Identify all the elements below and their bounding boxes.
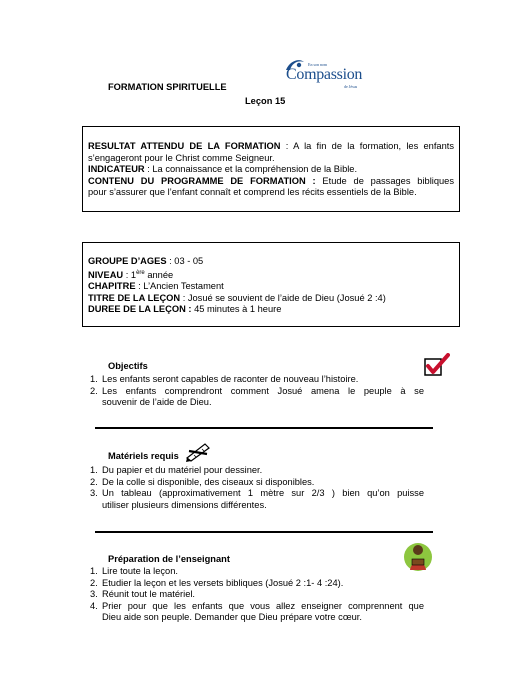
section-divider — [95, 531, 433, 533]
item-number: 1. — [90, 566, 98, 576]
item-text: Les enfants seront capables de raconter de nouveau l’histoire. — [102, 374, 359, 384]
section-divider — [95, 427, 433, 429]
objectives-list — [90, 374, 424, 409]
logo-subline: de Jésus — [344, 84, 358, 89]
chapter-label: CHAPITRE — [88, 281, 136, 292]
outcome-label: RESULTAT ATTENDU DE LA FORMATION — [88, 141, 281, 151]
item-number: 2. — [90, 476, 98, 487]
level-suffix: année — [144, 269, 174, 280]
chapter-value: : L’Ancien Testament — [135, 281, 224, 292]
item-text: Un tableau (approximativement 1 mètre sur 2/3 ) bien qu’on puisse — [102, 488, 424, 498]
lesson-title-value: : Josué se souvient de l’aide de Dieu (Josué 2 :4) — [180, 292, 386, 303]
level-line — [88, 268, 454, 282]
content-line-1 — [88, 176, 454, 188]
objectives-heading: Objectifs — [108, 361, 148, 371]
document-title: FORMATION SPIRITUELLE — [108, 82, 227, 92]
item-text-continued: Dieu aide son peuple. Demander que Dieu prépare votre cœur. — [102, 612, 362, 622]
logo-wordmark: Compassion — [286, 66, 363, 83]
item-number: 2. — [90, 385, 98, 396]
content-text-a: Etude de passages bibliques — [315, 175, 454, 186]
training-outcome-box — [82, 126, 460, 212]
item-text: Etudier la leçon et les versets bibliques (Josué 2 :1- 4 :24). — [102, 577, 344, 588]
item-text: Les enfants comprendront comment Josué amena le peuple à se — [102, 385, 424, 396]
content-label: CONTENU DU PROGRAMME DE FORMATION : — [88, 175, 316, 186]
materials-list — [90, 465, 424, 511]
age-group-label: GROUPE D’AGES — [88, 256, 167, 266]
preparation-list — [90, 566, 424, 624]
level-sup: ère — [136, 269, 145, 276]
list-item — [90, 601, 424, 624]
list-item — [90, 488, 424, 511]
item-text: Lire toute la leçon. — [102, 566, 178, 576]
logo-tagline: En son nom — [308, 62, 328, 67]
pencil-ruler-icon — [185, 440, 211, 462]
list-item — [90, 374, 424, 386]
item-number: 1. — [90, 374, 98, 384]
item-text: De la colle si disponible, des ciseaux si disponibles. — [102, 476, 315, 487]
level-label: NIVEAU — [88, 269, 124, 280]
item-text: Réunit tout le matériel. — [102, 589, 196, 599]
list-item — [90, 578, 424, 590]
item-number: 4. — [90, 600, 98, 611]
content-line-2: pour s’assurer que l’enfant connaît et comprend les récits essentiels de la Bible. — [88, 187, 417, 197]
materials-heading: Matériels requis — [108, 451, 179, 461]
item-text-continued: utiliser plusieurs dimensions différentes. — [102, 499, 267, 510]
outcome-line-1 — [88, 141, 454, 153]
list-item — [90, 386, 424, 409]
outcome-line-2: s’engageront pour le Christ comme Seigneur. — [88, 152, 275, 163]
duration-line — [88, 304, 454, 316]
preparation-heading: Préparation de l’enseignant — [108, 554, 230, 564]
chapter-line — [88, 281, 454, 293]
list-item — [90, 465, 424, 477]
item-number: 3. — [90, 488, 98, 498]
item-text: Prier pour que les enfants que vous allez enseigner comprennent que — [102, 600, 424, 611]
duration-label: DUREE DE LA LEÇON : — [88, 304, 192, 315]
duration-value: 45 minutes à 1 heure — [191, 304, 282, 315]
level-prefix: : 1 — [123, 269, 137, 280]
item-number: 3. — [90, 589, 98, 599]
age-group-line — [88, 256, 454, 268]
item-text-continued: souvenir de l’aide de Dieu. — [102, 397, 212, 407]
indicator-label: INDICATEUR — [88, 164, 145, 174]
item-text: Du papier et du matériel pour dessiner. — [102, 465, 263, 475]
lesson-info-box — [82, 242, 460, 327]
lesson-number: Leçon 15 — [245, 96, 286, 106]
list-item — [90, 566, 424, 578]
compassion-logo — [284, 56, 374, 92]
outcome-text-a: : A la fin de la formation, les enfants — [280, 141, 454, 151]
indicator-text: : La connaissance et la compréhension de la Bible. — [144, 164, 358, 174]
checkbox-checkmark-icon — [424, 353, 450, 377]
age-group-value: : 03 - 05 — [166, 256, 204, 266]
indicator-line — [88, 164, 454, 176]
list-item — [90, 589, 424, 601]
item-number: 1. — [90, 465, 98, 475]
lesson-title-line — [88, 293, 454, 305]
lesson-title-label: TITRE DE LA LEÇON — [88, 292, 181, 303]
list-item — [90, 477, 424, 489]
item-number: 2. — [90, 577, 98, 588]
